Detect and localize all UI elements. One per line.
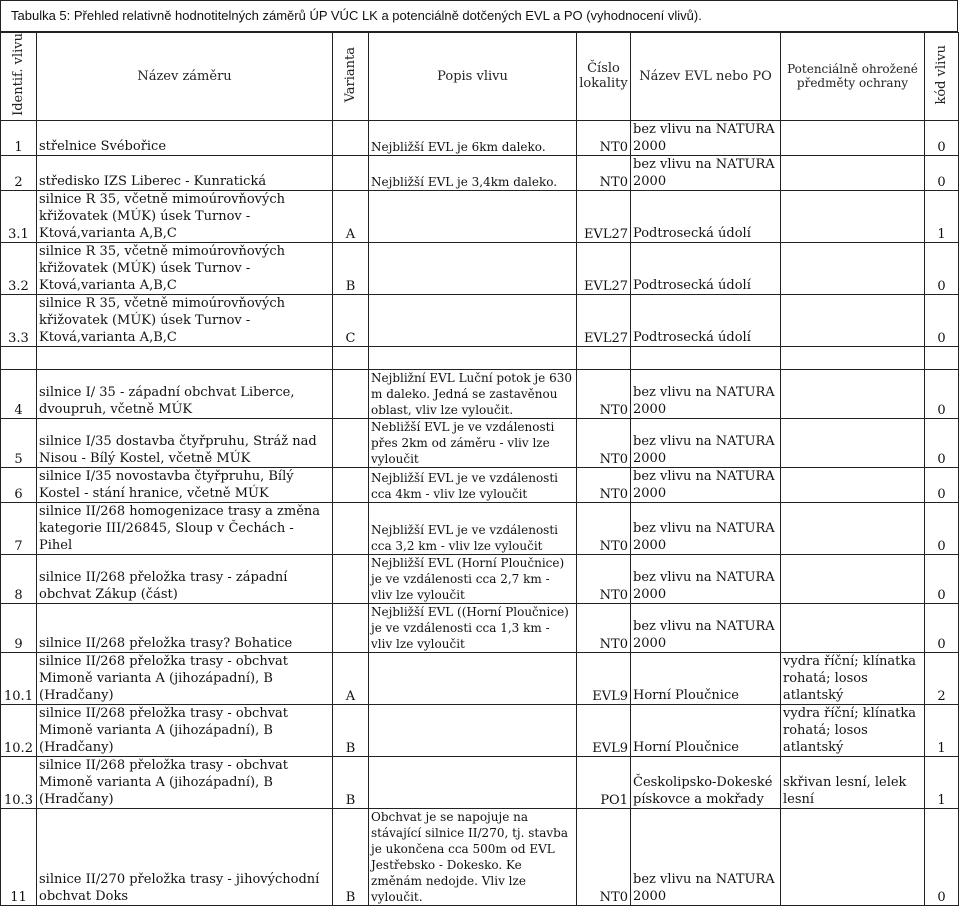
table-row	[1, 704, 959, 756]
cell-cislo: NT0	[577, 418, 631, 467]
table-row	[1, 418, 959, 467]
table-row	[1, 242, 959, 294]
cell-id: 8	[1, 554, 37, 603]
cell-varianta	[333, 467, 369, 502]
cell-evl: bez vlivu na NATURA 2000	[631, 554, 781, 603]
cell-kod: 0	[925, 418, 959, 467]
table-row	[1, 120, 959, 155]
cell-cislo: EVL27	[577, 242, 631, 294]
cell-cislo: NT0	[577, 502, 631, 554]
cell-evl: bez vlivu na NATURA 2000	[631, 418, 781, 467]
cell-evl: Horní Ploučnice	[631, 704, 781, 756]
cell-predmety	[781, 418, 925, 467]
table-caption: Tabulka 5: Přehled relativně hodnotitelných záměrů ÚP VÚC LK a potenciálně dotčených EVL a PO (vyhodnocení vlivů).	[0, 0, 958, 32]
cell-popis	[369, 756, 577, 808]
cell-kod: 0	[925, 467, 959, 502]
cell-nazev: silnice II/270 přeložka trasy - jihovýchodní obchvat Doks	[37, 808, 333, 905]
cell-popis: Nejbližní EVL Luční potok je 630 m daleko. Jedná se zastavěnou oblast, vliv lze vyloučit.	[369, 369, 577, 418]
table-row	[1, 652, 959, 704]
cell-id: 10.3	[1, 756, 37, 808]
header-cislo-lokality: Číslo lokality	[577, 33, 631, 121]
cell-nazev: silnice II/268 homogenizace trasy a změna kategorie III/26845, Sloup v Čechách - Pihel	[37, 502, 333, 554]
cell-predmety: skřivan lesní, lelek lesní	[781, 756, 925, 808]
cell-varianta	[333, 502, 369, 554]
cell-cislo: EVL9	[577, 704, 631, 756]
cell-nazev: silnice II/268 přeložka trasy? Bohatice	[37, 603, 333, 652]
cell-nazev: silnice R 35, včetně mimoúrovňových křižovatek (MÚK) úsek Turnov - Ktová,varianta A,B,C	[37, 294, 333, 346]
cell-kod: 0	[925, 155, 959, 190]
cell-popis: Obchvat je se napojuje na stávající silnice II/270, tj. stavba je ukončena cca 500m od EVL Jestřebsko - Dokesko. Ke změnám nedojde. Vliv lze vyloučit.	[369, 808, 577, 905]
cell-nazev: středisko IZS Liberec - Kunratická	[37, 155, 333, 190]
cell-nazev: silnice II/268 přeložka trasy - obchvat Mimoně varianta A (jihozápadní), B (Hradčany)	[37, 652, 333, 704]
cell-predmety	[781, 120, 925, 155]
spacer-cell	[1, 346, 37, 369]
cell-nazev: silnice II/268 přeložka trasy - západní obchvat Zákup (část)	[37, 554, 333, 603]
spacer-cell	[781, 346, 925, 369]
cell-nazev: silnice R 35, včetně mimoúrovňových křižovatek (MÚK) úsek Turnov - Ktová,varianta A,B,C	[37, 242, 333, 294]
cell-varianta	[333, 155, 369, 190]
cell-varianta	[333, 120, 369, 155]
cell-popis: Nejbližší EVL ((Horní Ploučnice) je ve vzdálenosti cca 1,3 km - vliv lze vyloučit	[369, 603, 577, 652]
cell-popis: Nebližší EVL je ve vzdálenosti přes 2km od záměru - vliv lze vyloučit	[369, 418, 577, 467]
cell-popis: Nejbližší EVL je ve vzdálenosti cca 3,2 km - vliv lze vyloučit	[369, 502, 577, 554]
cell-id: 3.2	[1, 242, 37, 294]
cell-varianta: B	[333, 808, 369, 905]
cell-varianta	[333, 603, 369, 652]
cell-cislo: EVL9	[577, 652, 631, 704]
cell-cislo: NT0	[577, 120, 631, 155]
cell-cislo: NT0	[577, 155, 631, 190]
cell-nazev: silnice I/ 35 - západní obchvat Liberce, dvoupruh, včetně MÚK	[37, 369, 333, 418]
cell-cislo: EVL27	[577, 294, 631, 346]
table-row	[1, 369, 959, 418]
cell-popis	[369, 652, 577, 704]
spacer-cell	[37, 346, 333, 369]
table-row	[1, 554, 959, 603]
cell-evl: bez vlivu na NATURA 2000	[631, 155, 781, 190]
table-row	[1, 808, 959, 905]
cell-id: 7	[1, 502, 37, 554]
cell-predmety	[781, 155, 925, 190]
cell-kod: 0	[925, 554, 959, 603]
cell-kod: 0	[925, 242, 959, 294]
header-kod-vlivu: kód vlivu	[925, 33, 959, 121]
cell-id: 10.2	[1, 704, 37, 756]
cell-predmety	[781, 808, 925, 905]
cell-kod: 1	[925, 756, 959, 808]
cell-popis: Nejbližší EVL (Horní Ploučnice) je ve vzdálenosti cca 2,7 km - vliv lze vyloučit	[369, 554, 577, 603]
cell-predmety	[781, 467, 925, 502]
cell-varianta: B	[333, 704, 369, 756]
cell-varianta: C	[333, 294, 369, 346]
cell-cislo: PO1	[577, 756, 631, 808]
cell-kod: 0	[925, 369, 959, 418]
table-row	[1, 756, 959, 808]
spacer-row	[1, 346, 959, 369]
cell-predmety: vydra říční; klínatka rohatá; losos atlantský	[781, 652, 925, 704]
cell-evl: Českolipsko-Dokeské pískovce a mokřady	[631, 756, 781, 808]
cell-nazev: silnice II/268 přeložka trasy - obchvat Mimoně varianta A (jihozápadní), B (Hradčany)	[37, 704, 333, 756]
header-popis-vlivu: Popis vlivu	[369, 33, 577, 121]
table-row	[1, 155, 959, 190]
cell-evl: Horní Ploučnice	[631, 652, 781, 704]
cell-popis: Nejbližší EVL je 6km daleko.	[369, 120, 577, 155]
cell-id: 5	[1, 418, 37, 467]
cell-id: 3.1	[1, 190, 37, 242]
cell-kod: 0	[925, 502, 959, 554]
cell-id: 11	[1, 808, 37, 905]
cell-evl: Podtrosecká údolí	[631, 190, 781, 242]
cell-cislo: NT0	[577, 467, 631, 502]
table-row	[1, 603, 959, 652]
cell-evl: bez vlivu na NATURA 2000	[631, 502, 781, 554]
cell-predmety: vydra říční; klínatka rohatá; losos atlantský	[781, 704, 925, 756]
cell-cislo: NT0	[577, 603, 631, 652]
cell-predmety	[781, 242, 925, 294]
cell-nazev: silnice II/268 přeložka trasy - obchvat Mimoně varianta A (jihozápadní), B (Hradčany)	[37, 756, 333, 808]
cell-varianta	[333, 554, 369, 603]
impact-table	[0, 32, 959, 906]
cell-varianta: A	[333, 652, 369, 704]
cell-cislo: NT0	[577, 554, 631, 603]
cell-id: 1	[1, 120, 37, 155]
header-predmety: Potenciálně ohrožené předměty ochrany	[781, 33, 925, 121]
cell-predmety	[781, 190, 925, 242]
cell-varianta	[333, 418, 369, 467]
spacer-cell	[631, 346, 781, 369]
table-row	[1, 190, 959, 242]
cell-predmety	[781, 554, 925, 603]
spacer-cell	[577, 346, 631, 369]
spacer-cell	[369, 346, 577, 369]
cell-id: 6	[1, 467, 37, 502]
cell-evl: Podtrosecká údolí	[631, 294, 781, 346]
header-nazev-evl: Název EVL nebo PO	[631, 33, 781, 121]
cell-popis	[369, 242, 577, 294]
cell-id: 9	[1, 603, 37, 652]
cell-kod: 2	[925, 652, 959, 704]
cell-predmety	[781, 502, 925, 554]
cell-cislo: NT0	[577, 808, 631, 905]
cell-id: 3.3	[1, 294, 37, 346]
header-row	[1, 33, 959, 121]
cell-kod: 0	[925, 603, 959, 652]
cell-kod: 1	[925, 704, 959, 756]
cell-popis: Nejbližší EVL je 3,4km daleko.	[369, 155, 577, 190]
cell-kod: 0	[925, 808, 959, 905]
header-nazev-zameru: Název záměru	[37, 33, 333, 121]
cell-evl: bez vlivu na NATURA 2000	[631, 467, 781, 502]
cell-varianta	[333, 369, 369, 418]
cell-varianta: B	[333, 242, 369, 294]
cell-cislo: EVL27	[577, 190, 631, 242]
cell-id: 2	[1, 155, 37, 190]
cell-evl: bez vlivu na NATURA 2000	[631, 120, 781, 155]
spacer-cell	[333, 346, 369, 369]
cell-popis: Nejbližší EVL je ve vzdálenosti cca 4km - vliv lze vyloučit	[369, 467, 577, 502]
cell-evl: bez vlivu na NATURA 2000	[631, 369, 781, 418]
cell-nazev: silnice R 35, včetně mimoúrovňových křižovatek (MÚK) úsek Turnov - Ktová,varianta A,B,C	[37, 190, 333, 242]
table-row	[1, 467, 959, 502]
table-row	[1, 294, 959, 346]
cell-cislo: NT0	[577, 369, 631, 418]
cell-nazev: silnice I/35 novostavba čtyřpruhu, Bílý Kostel - stání hranice, včetně MÚK	[37, 467, 333, 502]
table-body	[1, 120, 959, 905]
cell-varianta: A	[333, 190, 369, 242]
cell-predmety	[781, 369, 925, 418]
cell-id: 10.1	[1, 652, 37, 704]
header-varianta: Varianta	[333, 33, 369, 121]
cell-evl: bez vlivu na NATURA 2000	[631, 808, 781, 905]
cell-popis	[369, 704, 577, 756]
table-row	[1, 502, 959, 554]
cell-kod: 0	[925, 294, 959, 346]
cell-popis	[369, 190, 577, 242]
cell-kod: 1	[925, 190, 959, 242]
cell-evl: Podtrosecká údolí	[631, 242, 781, 294]
cell-id: 4	[1, 369, 37, 418]
cell-kod: 0	[925, 120, 959, 155]
cell-varianta: B	[333, 756, 369, 808]
cell-nazev: střelnice Svébořice	[37, 120, 333, 155]
cell-popis	[369, 294, 577, 346]
cell-predmety	[781, 294, 925, 346]
cell-predmety	[781, 603, 925, 652]
header-identif: Identif. vlivu	[1, 33, 37, 121]
spacer-cell	[925, 346, 959, 369]
cell-evl: bez vlivu na NATURA 2000	[631, 603, 781, 652]
cell-nazev: silnice I/35 dostavba čtyřpruhu, Stráž nad Nisou - Bílý Kostel, včetně MÚK	[37, 418, 333, 467]
